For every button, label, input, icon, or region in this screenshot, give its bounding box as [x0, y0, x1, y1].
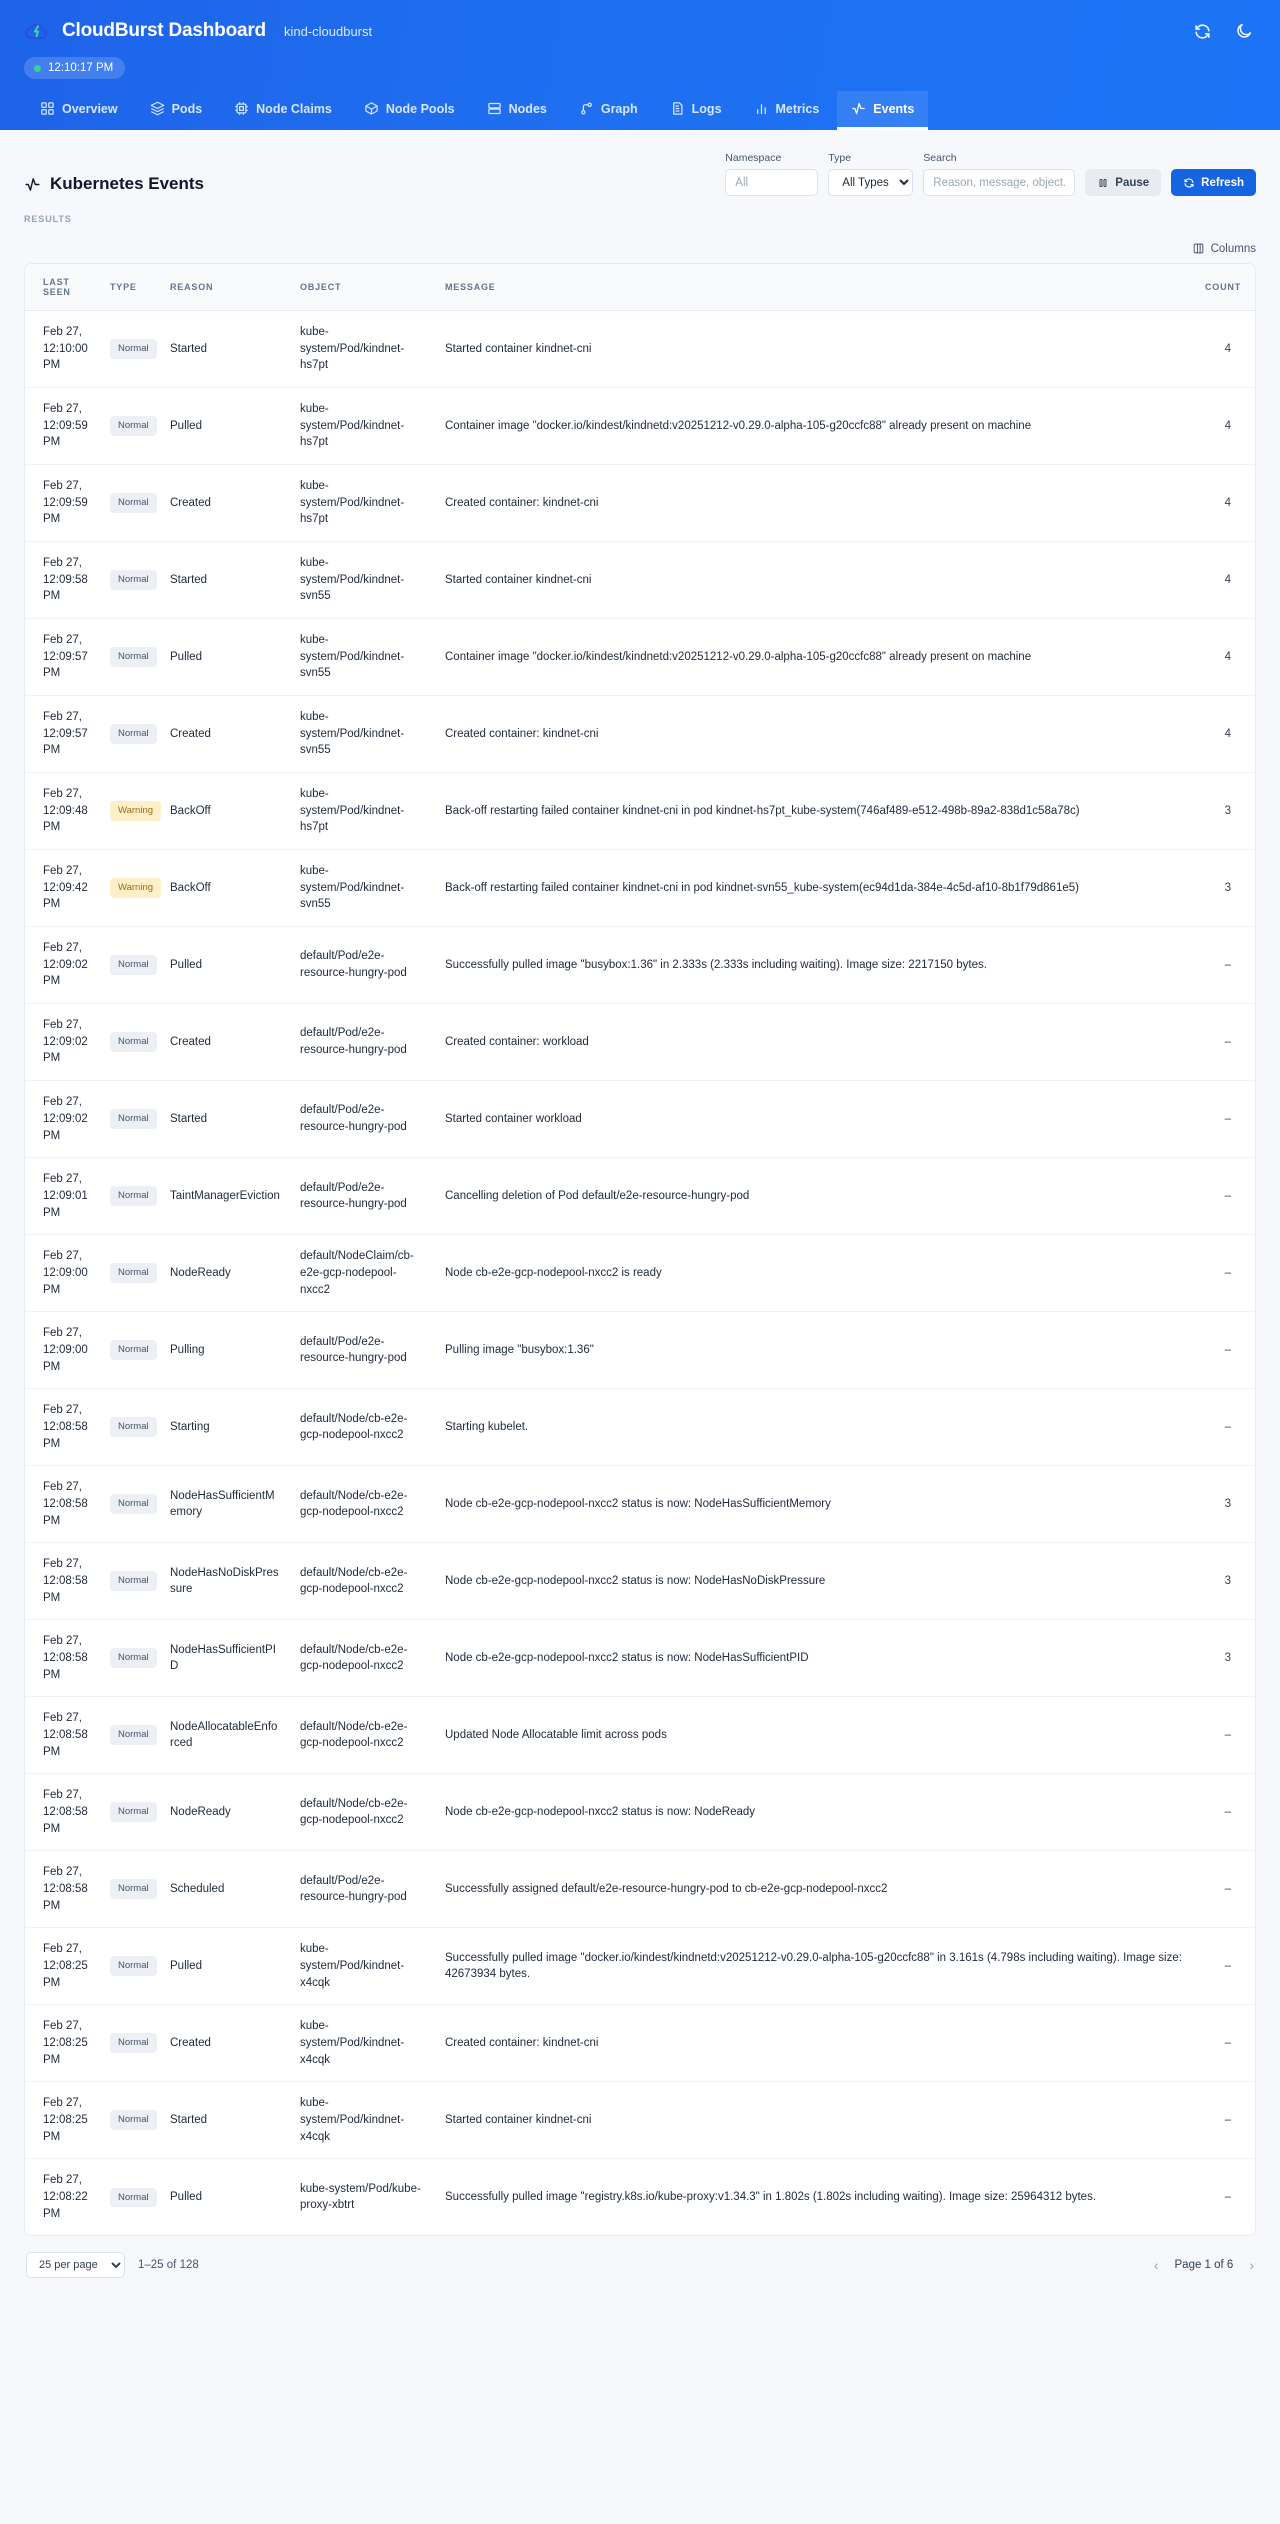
cell-object: default/Pod/e2e-resource-hungry-pod	[290, 1158, 435, 1235]
cell-last-seen: Feb 27, 12:08:58 PM	[25, 1774, 100, 1851]
table-row[interactable]	[25, 1158, 1255, 1235]
table-row[interactable]	[25, 542, 1255, 619]
cell-reason: Started	[160, 542, 290, 619]
table-row[interactable]	[25, 2082, 1255, 2159]
status-badge: Normal	[110, 1879, 157, 1899]
cell-message: Container image "docker.io/kindest/kindnetd:v20251212-v0.29.0-alpha-105-g20ccfc88" already present on machine	[435, 619, 1195, 696]
type-field	[828, 152, 913, 196]
table-row[interactable]	[25, 1543, 1255, 1620]
table-row[interactable]	[25, 1774, 1255, 1851]
cell-last-seen: Feb 27, 12:08:58 PM	[25, 1543, 100, 1620]
cell-type	[100, 542, 160, 619]
cell-last-seen: Feb 27, 12:09:00 PM	[25, 1312, 100, 1389]
pager-controls	[1154, 2258, 1254, 2272]
page-header	[24, 130, 1256, 210]
cell-count: 3	[1195, 1466, 1255, 1543]
status-badge: Normal	[110, 724, 157, 744]
filter-bar	[725, 152, 1256, 196]
cell-object: kube-system/Pod/kindnet-svn55	[290, 619, 435, 696]
status-badge: Normal	[110, 1263, 157, 1283]
status-badge: Normal	[110, 1186, 157, 1206]
cell-type	[100, 1928, 160, 2005]
cell-count: 4	[1195, 388, 1255, 465]
table-head	[25, 264, 1255, 311]
cell-type	[100, 388, 160, 465]
table-row[interactable]	[25, 465, 1255, 542]
tab-label: Node Pools	[385, 101, 455, 116]
cell-reason: NodeReady	[160, 1235, 290, 1312]
columns-button[interactable]	[1192, 242, 1256, 255]
cell-count: –	[1224, 2191, 1231, 2204]
cell-message: Starting kubelet.	[435, 1389, 1195, 1466]
cell-object: kube-system/Pod/kindnet-svn55	[290, 696, 435, 773]
cell-reason: Created	[160, 696, 290, 773]
cell-object: default/Node/cb-e2e-gcp-nodepool-nxcc2	[290, 1389, 435, 1466]
cell-last-seen: Feb 27, 12:09:59 PM	[25, 465, 100, 542]
cell-last-seen: Feb 27, 12:08:58 PM	[25, 1851, 100, 1928]
cell-message: Node cb-e2e-gcp-nodepool-nxcc2 status is now: NodeReady	[435, 1774, 1195, 1851]
bar-chart-icon	[754, 101, 769, 116]
cell-reason: Pulled	[170, 2191, 202, 2204]
status-badge: Normal	[110, 1648, 157, 1668]
cell-reason: Pulling	[160, 1312, 290, 1389]
top-bar	[0, 0, 1280, 130]
cell-last-seen: Feb 27, 12:09:02 PM	[25, 927, 100, 1004]
cell-message: Successfully pulled image "registry.k8s.io/kube-proxy:v1.34.3" in 1.802s (1.802s including waiting). Image size: 25964312 bytes.	[445, 2191, 1097, 2204]
tab-overview[interactable]	[26, 91, 132, 130]
cell-message: Cancelling deletion of Pod default/e2e-resource-hungry-pod	[435, 1158, 1195, 1235]
cell-last-seen: Feb 27, 12:09:01 PM	[25, 1158, 100, 1235]
cell-type	[100, 1004, 160, 1081]
cell-type	[100, 1389, 160, 1466]
search-label: Search	[923, 152, 957, 164]
status-dot-icon	[34, 65, 41, 72]
cell-last-seen: Feb 27, 12:09:59 PM	[25, 388, 100, 465]
cell-type	[100, 2159, 160, 2236]
table-row[interactable]	[25, 1928, 1255, 2005]
column-header-reason[interactable]: REASON	[160, 264, 290, 311]
events-table-card	[24, 263, 1256, 2236]
table-row[interactable]	[25, 2159, 1255, 2236]
columns-icon	[1192, 242, 1205, 255]
cell-last-seen: Feb 27, 12:08:58 PM	[25, 1389, 100, 1466]
namespace-field	[725, 152, 818, 196]
cell-message: Created container: workload	[435, 1004, 1195, 1081]
cell-type	[100, 1466, 160, 1543]
clock-badge	[24, 57, 125, 79]
tab-label: Nodes	[508, 101, 547, 116]
cell-object: default/Node/cb-e2e-gcp-nodepool-nxcc2	[290, 1543, 435, 1620]
cell-message: Back-off restarting failed container kindnet-cni in pod kindnet-svn55_kube-system(ec94d1da-384e-4c5d-af10-8b1f79d861e5)	[435, 850, 1195, 927]
column-header-last-seen[interactable]: LAST SEEN	[25, 264, 100, 311]
tab-logs[interactable]	[656, 91, 736, 130]
status-badge: Normal	[110, 1802, 157, 1822]
cell-type	[100, 1774, 160, 1851]
cell-type	[100, 1851, 160, 1928]
cell-last-seen: Feb 27, 12:08:58 PM	[25, 1620, 100, 1697]
cell-message: Started container kindnet-cni	[435, 311, 1195, 388]
status-badge: Normal	[110, 1494, 157, 1514]
table-row[interactable]	[25, 1620, 1255, 1697]
column-header-type[interactable]: TYPE	[100, 264, 160, 311]
cell-message: Started container kindnet-cni	[435, 542, 1195, 619]
cell-type	[100, 311, 160, 388]
cell-reason: TaintManagerEviction	[160, 1158, 290, 1235]
cell-last-seen: Feb 27, 12:08:58 PM	[25, 1466, 100, 1543]
cell-count: –	[1195, 927, 1255, 1004]
table-row[interactable]	[25, 927, 1255, 1004]
cell-last-seen: Feb 27, 12:09:02 PM	[25, 1081, 100, 1158]
cell-object: kube-system/Pod/kindnet-x4cqk	[290, 1928, 435, 2005]
cell-message: Node cb-e2e-gcp-nodepool-nxcc2 status is now: NodeHasSufficientMemory	[435, 1466, 1195, 1543]
search-input[interactable]	[923, 169, 1075, 196]
cloud-bolt-icon	[24, 18, 50, 44]
cell-reason: Pulled	[160, 619, 290, 696]
cell-count: 3	[1195, 773, 1255, 850]
refresh-button[interactable]	[1171, 169, 1256, 196]
cell-object: kube-system/Pod/kindnet-hs7pt	[290, 465, 435, 542]
tab-label: Events	[873, 101, 915, 116]
cell-last-seen: Feb 27, 12:08:58 PM	[25, 1697, 100, 1774]
cell-type	[100, 850, 160, 927]
cell-last-seen: Feb 27, 12:09:58 PM	[25, 542, 100, 619]
cell-message: Node cb-e2e-gcp-nodepool-nxcc2 status is now: NodeHasSufficientPID	[435, 1620, 1195, 1697]
cell-object: default/Pod/e2e-resource-hungry-pod	[290, 1851, 435, 1928]
cell-object: kube-system/Pod/kindnet-hs7pt	[290, 773, 435, 850]
cell-count: –	[1195, 1312, 1255, 1389]
column-header-message[interactable]: MESSAGE	[435, 264, 1195, 311]
cell-message: Successfully pulled image "docker.io/kindest/kindnetd:v20251212-v0.29.0-alpha-105-g20ccfc88" in 3.161s (4.798s including waiting). Image size: 42673934 bytes.	[435, 1928, 1195, 2005]
cell-reason: Created	[160, 465, 290, 542]
cell-count: –	[1195, 1235, 1255, 1312]
status-badge: Normal	[110, 2110, 157, 2130]
cell-object: default/Node/cb-e2e-gcp-nodepool-nxcc2	[290, 1774, 435, 1851]
cell-type	[100, 1081, 160, 1158]
activity-icon	[24, 176, 41, 193]
cell-reason: NodeReady	[160, 1774, 290, 1851]
table-row[interactable]	[25, 619, 1255, 696]
table-row[interactable]	[25, 696, 1255, 773]
cell-message: Node cb-e2e-gcp-nodepool-nxcc2 status is now: NodeHasNoDiskPressure	[435, 1543, 1195, 1620]
cell-message: Pulling image "busybox:1.36"	[435, 1312, 1195, 1389]
cell-last-seen: Feb 27, 12:09:57 PM	[25, 619, 100, 696]
tab-label: Pods	[171, 101, 203, 116]
status-badge: Normal	[110, 1956, 157, 1976]
status-badge: Normal	[110, 416, 157, 436]
cell-message: Node cb-e2e-gcp-nodepool-nxcc2 is ready	[435, 1235, 1195, 1312]
table-toolbar	[24, 224, 1256, 263]
cell-message: Successfully assigned default/e2e-resource-hungry-pod to cb-e2e-gcp-nodepool-nxcc2	[435, 1851, 1195, 1928]
cell-object: default/Node/cb-e2e-gcp-nodepool-nxcc2	[290, 1466, 435, 1543]
cell-count: 4	[1195, 696, 1255, 773]
type-label: Type	[828, 152, 852, 164]
cell-count: –	[1195, 1081, 1255, 1158]
table-row[interactable]	[25, 311, 1255, 388]
cell-message: Created container: kindnet-cni	[435, 2005, 1195, 2082]
cell-reason: Pulled	[160, 1928, 290, 2005]
status-badge: Normal	[110, 339, 157, 359]
status-badge: Warning	[110, 878, 161, 898]
cell-count: –	[1195, 2082, 1255, 2159]
tab-events[interactable]	[837, 91, 928, 130]
grid-icon	[40, 101, 55, 116]
columns-label: Columns	[1210, 242, 1256, 255]
table-row[interactable]	[25, 1235, 1255, 1312]
cell-reason: Started	[160, 2082, 290, 2159]
refresh-icon[interactable]	[1190, 19, 1214, 43]
cell-object: default/Pod/e2e-resource-hungry-pod	[290, 927, 435, 1004]
cell-object: default/Node/cb-e2e-gcp-nodepool-nxcc2	[290, 1697, 435, 1774]
cell-last-seen: Feb 27, 12:08:25 PM	[25, 2082, 100, 2159]
status-badge: Normal	[110, 1109, 157, 1129]
cell-count: 4	[1195, 619, 1255, 696]
cell-reason: BackOff	[160, 850, 290, 927]
cell-object: kube-system/Pod/kube-proxy-xbtrt	[300, 2182, 421, 2212]
cell-last-seen: Feb 27, 12:08:25 PM	[25, 1928, 100, 2005]
cell-message: Started container kindnet-cni	[435, 2082, 1195, 2159]
cell-count: –	[1195, 1697, 1255, 1774]
graph-icon	[579, 101, 594, 116]
refresh-label: Refresh	[1201, 176, 1244, 189]
table-row[interactable]	[25, 773, 1255, 850]
cell-count: 3	[1195, 850, 1255, 927]
per-page-select[interactable]	[26, 2252, 125, 2278]
column-header-count[interactable]: COUNT	[1195, 264, 1255, 311]
tab-label: Overview	[62, 101, 118, 116]
cpu-icon	[234, 101, 249, 116]
tab-nodes[interactable]	[473, 91, 561, 130]
pause-icon	[1097, 177, 1109, 189]
cell-object: kube-system/Pod/kindnet-hs7pt	[290, 388, 435, 465]
events-table	[25, 264, 1255, 2235]
cell-object: kube-system/Pod/kindnet-x4cqk	[290, 2082, 435, 2159]
cell-reason: Pulled	[160, 927, 290, 1004]
table-row[interactable]	[25, 850, 1255, 927]
cell-last-seen: Feb 27, 12:09:02 PM	[25, 1004, 100, 1081]
page-title	[24, 174, 204, 196]
cell-count: 3	[1195, 1543, 1255, 1620]
cell-message: Container image "docker.io/kindest/kindnetd:v20251212-v0.29.0-alpha-105-g20ccfc88" already present on machine	[435, 388, 1195, 465]
cell-reason: Started	[160, 311, 290, 388]
cell-count: 4	[1195, 465, 1255, 542]
pagination-bar	[24, 2236, 1256, 2302]
tab-label: Metrics	[775, 101, 820, 116]
cell-reason: Starting	[160, 1389, 290, 1466]
cell-type	[100, 1543, 160, 1620]
cell-object: default/Pod/e2e-resource-hungry-pod	[290, 1081, 435, 1158]
column-header-object[interactable]: OBJECT	[290, 264, 435, 311]
cell-last-seen: Feb 27, 12:08:22 PM	[43, 2174, 88, 2220]
cluster-name: kind-cloudburst	[283, 23, 373, 39]
cell-count: 4	[1195, 311, 1255, 388]
results-label: RESULTS	[24, 214, 72, 224]
cell-object: kube-system/Pod/kindnet-svn55	[290, 850, 435, 927]
cell-count: –	[1195, 1928, 1255, 2005]
cell-type	[100, 2005, 160, 2082]
cell-type	[100, 1158, 160, 1235]
cell-reason: Scheduled	[160, 1851, 290, 1928]
table-row[interactable]	[25, 2005, 1255, 2082]
status-badge: Normal	[110, 1340, 157, 1360]
layers-icon	[150, 101, 165, 116]
cell-reason: Pulled	[160, 388, 290, 465]
cell-message: Back-off restarting failed container kindnet-cni in pod kindnet-hs7pt_kube-system(746af489-e512-498b-89a2-838d1c58a78c)	[435, 773, 1195, 850]
cell-reason: BackOff	[160, 773, 290, 850]
chevron-left-icon[interactable]: ‹	[1153, 2257, 1159, 2274]
cell-reason: Created	[160, 2005, 290, 2082]
document-icon	[670, 101, 685, 116]
cell-count: –	[1195, 2005, 1255, 2082]
table-row[interactable]	[25, 1851, 1255, 1928]
cell-object: kube-system/Pod/kindnet-hs7pt	[290, 311, 435, 388]
cell-last-seen: Feb 27, 12:09:48 PM	[25, 773, 100, 850]
nav-tabs	[24, 91, 1256, 130]
tab-pods[interactable]	[136, 91, 217, 130]
namespace-input[interactable]	[725, 169, 818, 196]
search-field	[923, 152, 1075, 196]
table-row[interactable]	[25, 1466, 1255, 1543]
cell-reason: NodeHasNoDiskPressure	[160, 1543, 290, 1620]
cell-reason: NodeAllocatableEnforced	[160, 1697, 290, 1774]
cell-type	[100, 2082, 160, 2159]
cell-object: kube-system/Pod/kindnet-x4cqk	[290, 2005, 435, 2082]
cell-reason: Started	[160, 1081, 290, 1158]
page-indicator: Page 1 of 6	[1174, 2259, 1234, 2272]
table-row[interactable]	[25, 1697, 1255, 1774]
chevron-right-icon[interactable]: ›	[1249, 2257, 1254, 2274]
tab-metrics[interactable]	[740, 91, 834, 130]
app-title: CloudBurst Dashboard	[62, 20, 266, 41]
cell-message: Successfully pulled image "busybox:1.36" in 2.333s (2.333s including waiting). Image size: 2217150 bytes.	[435, 927, 1195, 1004]
cell-count: –	[1195, 1158, 1255, 1235]
cell-type	[100, 696, 160, 773]
server-icon	[487, 101, 502, 116]
cell-message: Updated Node Allocatable limit across pods	[435, 1697, 1195, 1774]
top-bar-actions	[1190, 19, 1256, 43]
top-bar-row	[24, 14, 1256, 48]
page-title-text: Kubernetes Events	[50, 174, 204, 193]
cell-count: 4	[1195, 542, 1255, 619]
pause-label: Pause	[1115, 176, 1150, 189]
cell-count: –	[1195, 1774, 1255, 1851]
results-range-text: 1–25 of 128	[138, 2259, 199, 2272]
status-badge: Warning	[110, 801, 161, 821]
cell-object: default/NodeClaim/cb-e2e-gcp-nodepool-nxcc2	[290, 1235, 435, 1312]
cell-reason: NodeHasSufficientPID	[160, 1620, 290, 1697]
status-badge: Normal	[110, 1032, 157, 1052]
page-content	[0, 130, 1280, 2302]
table-header-row	[25, 264, 1255, 311]
cell-type	[100, 773, 160, 850]
cell-type	[100, 1697, 160, 1774]
cell-count: –	[1195, 1004, 1255, 1081]
table-row[interactable]	[25, 388, 1255, 465]
table-row[interactable]	[25, 1312, 1255, 1389]
tab-node-pools[interactable]	[350, 91, 469, 130]
cell-reason: NodeHasSufficientMemory	[160, 1466, 290, 1543]
status-badge: Normal	[110, 2188, 157, 2208]
moon-icon[interactable]	[1232, 19, 1256, 43]
namespace-label: Namespace	[725, 152, 782, 164]
cell-object: default/Pod/e2e-resource-hungry-pod	[290, 1004, 435, 1081]
tab-label: Logs	[691, 101, 722, 116]
clock-text: 12:10:17 PM	[48, 62, 114, 74]
table-row[interactable]	[25, 1004, 1255, 1081]
status-badge: Normal	[110, 647, 157, 667]
cell-message: Created container: kindnet-cni	[435, 696, 1195, 773]
cell-message: Started container workload	[435, 1081, 1195, 1158]
table-row[interactable]	[25, 1081, 1255, 1158]
cell-object: default/Node/cb-e2e-gcp-nodepool-nxcc2	[290, 1620, 435, 1697]
cell-last-seen: Feb 27, 12:08:25 PM	[25, 2005, 100, 2082]
pause-button[interactable]	[1085, 169, 1161, 196]
status-badge: Normal	[110, 1725, 157, 1745]
cell-type	[100, 465, 160, 542]
cell-last-seen: Feb 27, 12:09:57 PM	[25, 696, 100, 773]
tab-label: Graph	[600, 101, 638, 116]
tab-node-claims[interactable]	[220, 91, 346, 130]
box-icon	[364, 101, 379, 116]
activity-icon	[851, 101, 866, 116]
status-badge: Normal	[110, 1417, 157, 1437]
cell-type	[100, 1620, 160, 1697]
cell-last-seen: Feb 27, 12:10:00 PM	[25, 311, 100, 388]
cell-type	[100, 927, 160, 1004]
cell-count: –	[1195, 1851, 1255, 1928]
cell-type	[100, 1312, 160, 1389]
table-body	[25, 311, 1255, 2236]
cell-type	[100, 619, 160, 696]
cell-count: –	[1195, 1389, 1255, 1466]
tab-graph[interactable]	[565, 91, 652, 130]
table-row[interactable]	[25, 1389, 1255, 1466]
cell-object: default/Pod/e2e-resource-hungry-pod	[290, 1312, 435, 1389]
status-badge: Normal	[110, 2033, 157, 2053]
cell-type	[100, 1235, 160, 1312]
cell-last-seen: Feb 27, 12:09:42 PM	[25, 850, 100, 927]
cell-message: Created container: kindnet-cni	[435, 465, 1195, 542]
status-badge: Normal	[110, 570, 157, 590]
cell-last-seen: Feb 27, 12:09:00 PM	[25, 1235, 100, 1312]
status-badge: Normal	[110, 493, 157, 513]
cell-count: 3	[1195, 1620, 1255, 1697]
status-badge: Normal	[110, 955, 157, 975]
cell-reason: Created	[160, 1004, 290, 1081]
status-badge: Normal	[110, 1571, 157, 1591]
refresh-icon	[1183, 177, 1195, 189]
cell-object: kube-system/Pod/kindnet-svn55	[290, 542, 435, 619]
tab-label: Node Claims	[256, 101, 332, 116]
type-select[interactable]	[828, 169, 913, 196]
